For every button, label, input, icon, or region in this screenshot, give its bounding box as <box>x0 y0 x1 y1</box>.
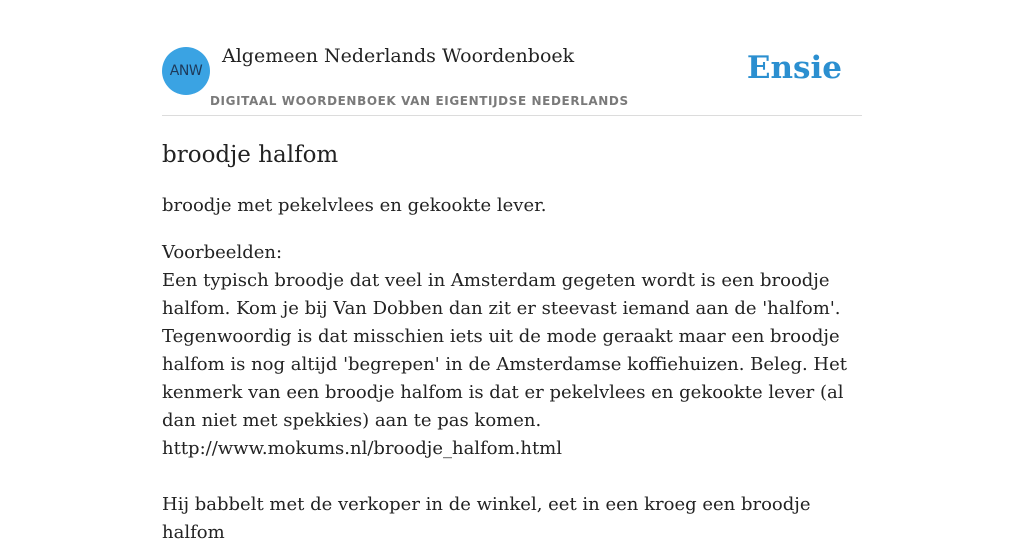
content-container <box>162 0 862 547</box>
example-source-link[interactable]: http://www.mokums.nl/broodje_halfom.html <box>162 438 563 459</box>
anw-logo-text: ANW <box>169 63 203 79</box>
example-spacer <box>162 463 862 491</box>
example-text: Hij babbelt met de verkoper in de winkel, eet in een kroeg een broodje halfom <box>162 494 811 543</box>
site-title: Algemeen Nederlands Woordenboek <box>222 45 575 67</box>
site-header <box>162 0 862 116</box>
headword: broodje halfom <box>162 142 339 168</box>
site-subtitle: DIGITAAL WOORDENBOEK VAN EIGENTIJDSE NEDERLANDS <box>210 94 629 108</box>
examples-label: Voorbeelden: <box>162 242 283 263</box>
ensie-brand-link[interactable]: Ensie <box>746 50 842 86</box>
example-text: Een typisch broodje dat veel in Amsterdam gegeten wordt is een broodje halfom. Kom je bij Van Dobben dan zit er steevast iemand aan de 'halfom'. Tegenwoordig is dat misschien iets uit de mode geraakt maar een broodje halfom is nog altijd 'begrepen' in de Amsterdamse koffiehuizen. Beleg. Het kenmerk van een broodje halfom is dat er pekelvlees en gekookte lever (al dan niet met spekkies) aan te pas komen. <box>162 270 847 431</box>
anw-logo[interactable] <box>162 47 210 95</box>
examples-section <box>162 239 862 547</box>
example-source <box>162 435 862 463</box>
definition: broodje met pekelvlees en gekookte lever. <box>162 195 547 216</box>
